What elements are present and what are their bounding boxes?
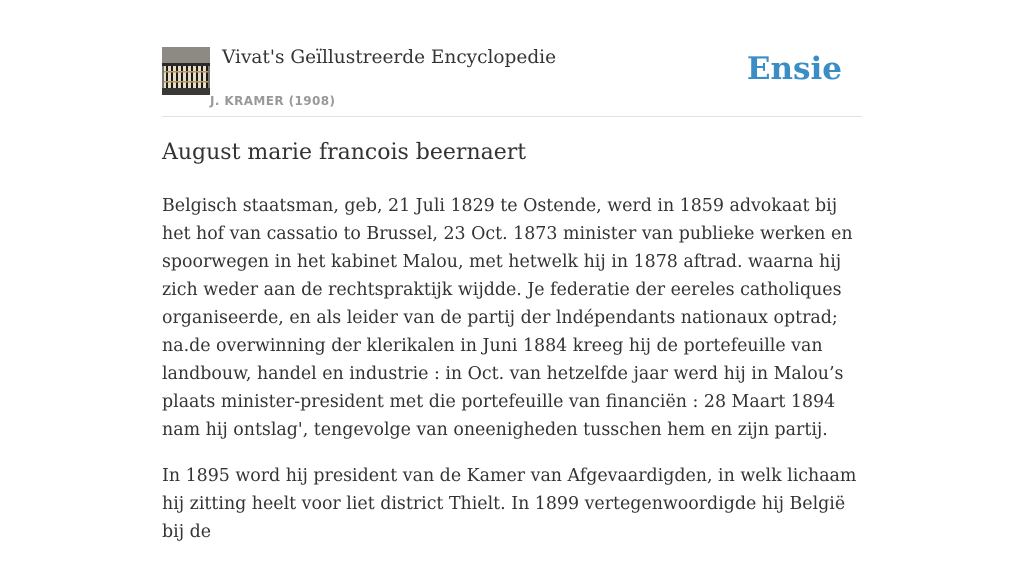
encyclopedia-books-avatar[interactable] xyxy=(162,47,210,95)
books-icon xyxy=(162,47,210,95)
entry-paragraph: Belgisch staatsman, geb, 21 Juli 1829 te Ostende, werd in 1859 advokaat bij het hof van cassatio to Brussel, 23 Oct. 1873 minister van publieke werken en spoorwegen in het kabinet Malou, met hetwelk hij in 1878 aftrad. waarna hij zich weder aan de rechtspraktijk wijdde. Je federatie der eereles catholiques organiseerde, en als leider van de partij der lndépendants nationaux optrad; na.de overwinning der klerikalen in Juni 1884 kreeg hij de portefeuille van landbouw, handel en industrie : in Oct. van hetzelfde jaar werd hij in Malou’s plaats minister-president met die portefeuille van financiën : 28 Maart 1894 nam hij ontslag', tengevolge van oneenigheden tusschen hem en zijn partij. xyxy=(162,196,853,440)
ensie-logo[interactable]: Ensie xyxy=(746,51,842,87)
source-author: J. KRAMER (1908) xyxy=(210,94,336,108)
entry-paragraph: In 1895 word hij president van de Kamer van Afgevaardigden, in welk lichaam hij zitting heelt voor liet district Thielt. In 1899 vertegenwoordigde hij België bij de xyxy=(162,466,857,542)
source-title[interactable]: Vivat's Geïllustreerde Encyclopedie xyxy=(222,47,557,68)
entry-title: August marie francois beernaert xyxy=(162,140,527,165)
source-header xyxy=(162,46,862,117)
entry-body xyxy=(162,192,862,564)
